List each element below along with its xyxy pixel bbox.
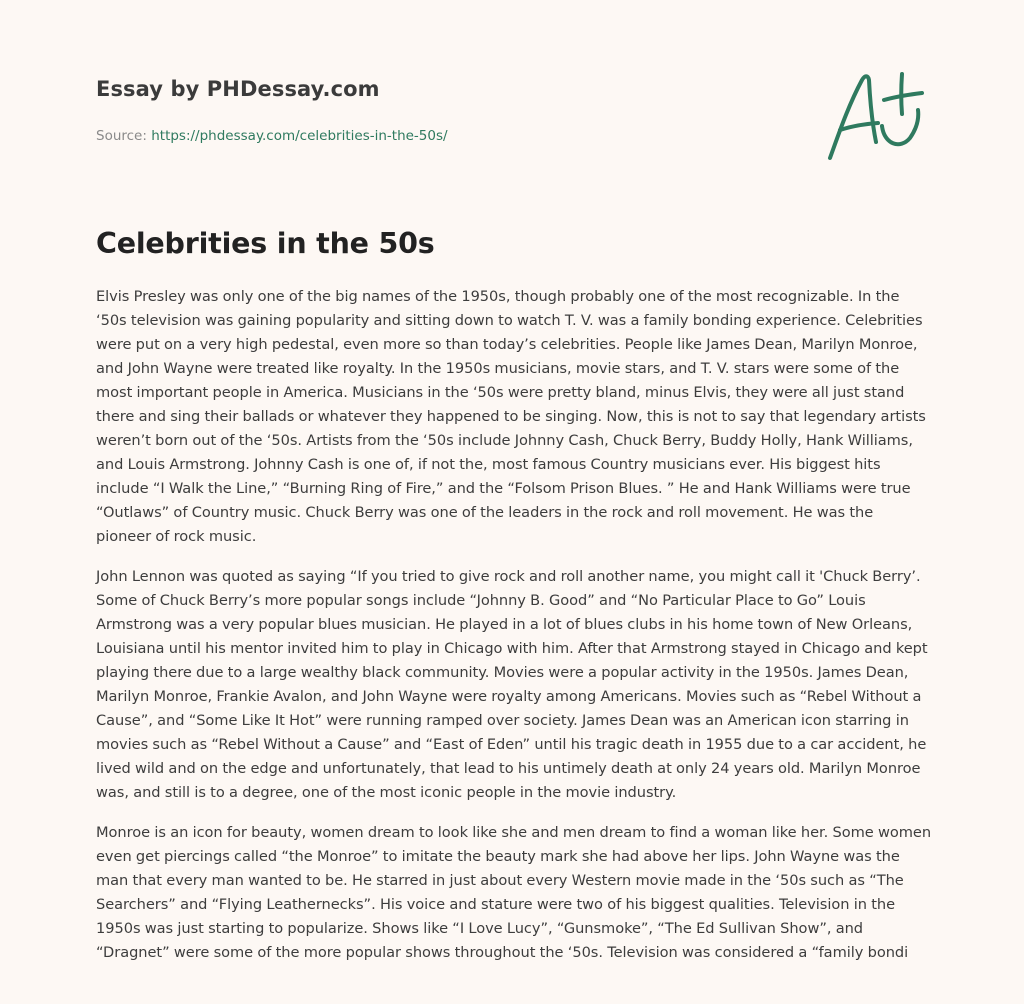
essay-header (96, 74, 796, 146)
essay-title: Celebrities in the 50s (96, 227, 435, 260)
essay-paragraph: John Lennon was quoted as saying “If you tried to give rock and roll another name, you might call it 'Chuck Berry’. Some of Chuck Berry’s more popular songs include “Johnny B. Good” and “No Particular Place to Go” Louis Armstrong was a very popular blues musician. He played in a lot of blues clubs in his home town of New Orleans, Louisiana until his mentor invited him to play in Chicago with him. After that Armstrong stayed in Chicago and kept playing there due to a large wealthy black community. Movies were a popular activity in the 1950s. James Dean, Marilyn Monroe, Frankie Avalon, and John Wayne were royalty among Americans. Movies such as “Rebel Without a Cause”, and “Some Like It Hot” were running ramped over society. James Dean was an American icon starring in movies such as “Rebel Without a Cause” and “East of Eden” until his tragic death in 1955 due to a car accident, he lived wild and on the edge and unfortunately, that lead to his untimely death at only 24 years old. Marilyn Monroe was, and still is to a degree, one of the most iconic people in the movie industry. (96, 568, 928, 801)
source-label: Source: (96, 128, 152, 144)
source-link[interactable]: https://phdessay.com/celebrities-in-the-50s/ (151, 128, 448, 144)
site-brand: Essay by PHDessay.com (96, 77, 380, 101)
a-plus-grade-icon (818, 64, 930, 164)
essay-body (96, 285, 931, 981)
essay-paragraph: Monroe is an icon for beauty, women dream to look like she and men dream to find a woman like her. Some women even get piercings called “the Monroe” to imitate the beauty mark she had above her lips. John Wayne was the man that every man wanted to be. He starred in just about every Western movie made in the ‘50s such as “The Searchers” and “Flying Leathernecks”. His voice and stature were two of his biggest qualities. Television in the 1950s was just starting to popularize. Shows like “I Love Lucy”, “Gunsmoke”, “The Ed Sullivan Show”, and “Dragnet” were some of the more popular shows throughout the ‘50s. Television was considered a “family bondi (96, 824, 932, 961)
source-line (96, 126, 796, 146)
essay-paragraph: Elvis Presley was only one of the big names of the 1950s, though probably one of the most recognizable. In the ‘50s television was gaining popularity and sitting down to watch T. V. was a family bonding experience. Celebrities were put on a very high pedestal, even more so than today’s celebrities. People like James Dean, Marilyn Monroe, and John Wayne were treated like royalty. In the 1950s musicians, movie stars, and T. V. stars were some of the most important people in America. Musicians in the ‘50s were pretty bland, minus Elvis, they were all just stand there and sing their ballads or whatever they happened to be singing. Now, this is not to say that legendary artists weren’t born out of the ‘50s. Artists from the ‘50s include Johnny Cash, Chuck Berry, Buddy Holly, Hank Williams, and Louis Armstrong. Johnny Cash is one of, if not the, most famous Country musicians ever. His biggest hits include “I Walk the Line,” “Burning Ring of Fire,” and the “Folsom Prison Blues. ” He and Hank Williams were true “Outlaws” of Country music. Chuck Berry was one of the leaders in the rock and roll movement. He was the pioneer of rock music. (96, 288, 926, 545)
